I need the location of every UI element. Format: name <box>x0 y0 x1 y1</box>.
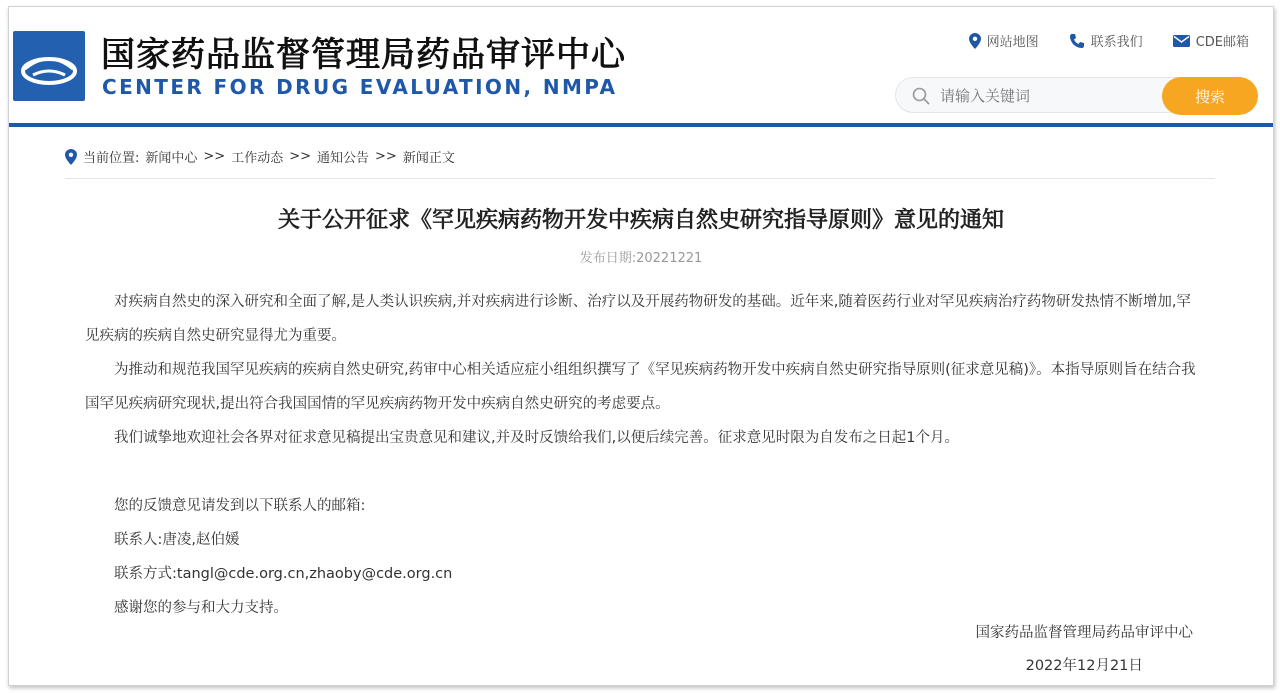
signature-block <box>976 617 1194 683</box>
paragraph-gap <box>85 455 1205 489</box>
contact-link[interactable] <box>1069 31 1143 50</box>
cde-mail-link[interactable] <box>1173 31 1249 50</box>
breadcrumb-separator: >> <box>375 149 397 164</box>
article-title: 关于公开征求《罕见疾病药物开发中疾病自然史研究指导原则》意见的通知 <box>277 208 1004 233</box>
contact-method: 联系方式:tangl@cde.org.cn,zhaoby@cde.org.cn <box>114 566 453 582</box>
signature-org: 国家药品监督管理局药品审评中心 <box>975 625 1193 641</box>
publish-date <box>9 247 1273 266</box>
breadcrumb-separator: >> <box>203 149 226 164</box>
signature-date: 2022年12月21日 <box>1025 658 1143 674</box>
contact-person: 联系人:唐凌,赵伯媛 <box>114 532 240 548</box>
breadcrumb-label: 当前位置: <box>83 151 140 166</box>
search-button[interactable]: 搜索 <box>1162 77 1258 115</box>
site-header <box>9 7 1273 123</box>
cde-mail-label: CDE邮箱 <box>1195 35 1249 50</box>
breadcrumb-item-notices[interactable]: 通知公告 <box>317 151 370 166</box>
top-links <box>969 31 1249 50</box>
breadcrumb-item-news-center[interactable]: 新闻中心 <box>145 151 198 166</box>
breadcrumb <box>65 147 455 166</box>
article-paragraph: 对疾病自然史的深入研究和全面了解,是人类认识疾病,并对疾病进行诊断、治疗以及开展药物研发的基础。近年来,随着医药行业对罕见疾病治疗药物研发热情不断增加,罕见疾病的疾病自然史研究显得尤为重要。 <box>85 294 1191 344</box>
article-paragraph: 为推动和规范我国罕见疾病的疾病自然史研究,药审中心相关适应症小组组织撰写了《罕见疾病药物开发中疾病自然史研究指导原则(征求意见稿)》。本指导原则旨在结合我国罕见疾病研究现状,提出符合我国国情的罕见疾病药物开发中疾病自然史研究的考虑要点。 <box>85 362 1196 412</box>
sitemap-link[interactable] <box>969 31 1039 50</box>
contact-label: 联系我们 <box>1090 35 1143 50</box>
breadcrumb-item-current: 新闻正文 <box>402 151 455 166</box>
location-pin-icon <box>65 149 77 165</box>
location-pin-icon <box>969 33 981 49</box>
search-box <box>895 77 1257 113</box>
article-body <box>85 285 1205 625</box>
breadcrumb-item-work-updates[interactable]: 工作动态 <box>231 151 284 166</box>
page-frame <box>8 6 1274 686</box>
search-icon <box>912 87 930 105</box>
brand-title-cn: 国家药品监督管理局药品审评中心 <box>101 35 626 75</box>
sitemap-label: 网站地图 <box>986 35 1039 50</box>
search-input[interactable] <box>940 84 1150 108</box>
publish-date-label: 发布日期: <box>579 251 637 266</box>
phone-icon <box>1069 33 1085 49</box>
article-paragraph: 我们诚挚地欢迎社会各界对征求意见稿提出宝贵意见和建议,并及时反馈给我们,以便后续完善。征求意见时限为自发布之日起1个月。 <box>114 430 959 446</box>
header-accent-bar <box>9 123 1273 127</box>
contact-intro: 您的反馈意见请发到以下联系人的邮箱: <box>114 498 366 514</box>
breadcrumb-separator: >> <box>289 149 312 164</box>
mail-icon <box>1173 35 1190 47</box>
brand-title-en: CENTER FOR DRUG EVALUATION, NMPA <box>102 75 618 99</box>
cde-logo-icon[interactable] <box>13 31 85 101</box>
thanks-line: 感谢您的参与和大力支持。 <box>114 600 288 616</box>
publish-date-value: 20221221 <box>636 251 703 266</box>
breadcrumb-divider <box>65 178 1215 179</box>
